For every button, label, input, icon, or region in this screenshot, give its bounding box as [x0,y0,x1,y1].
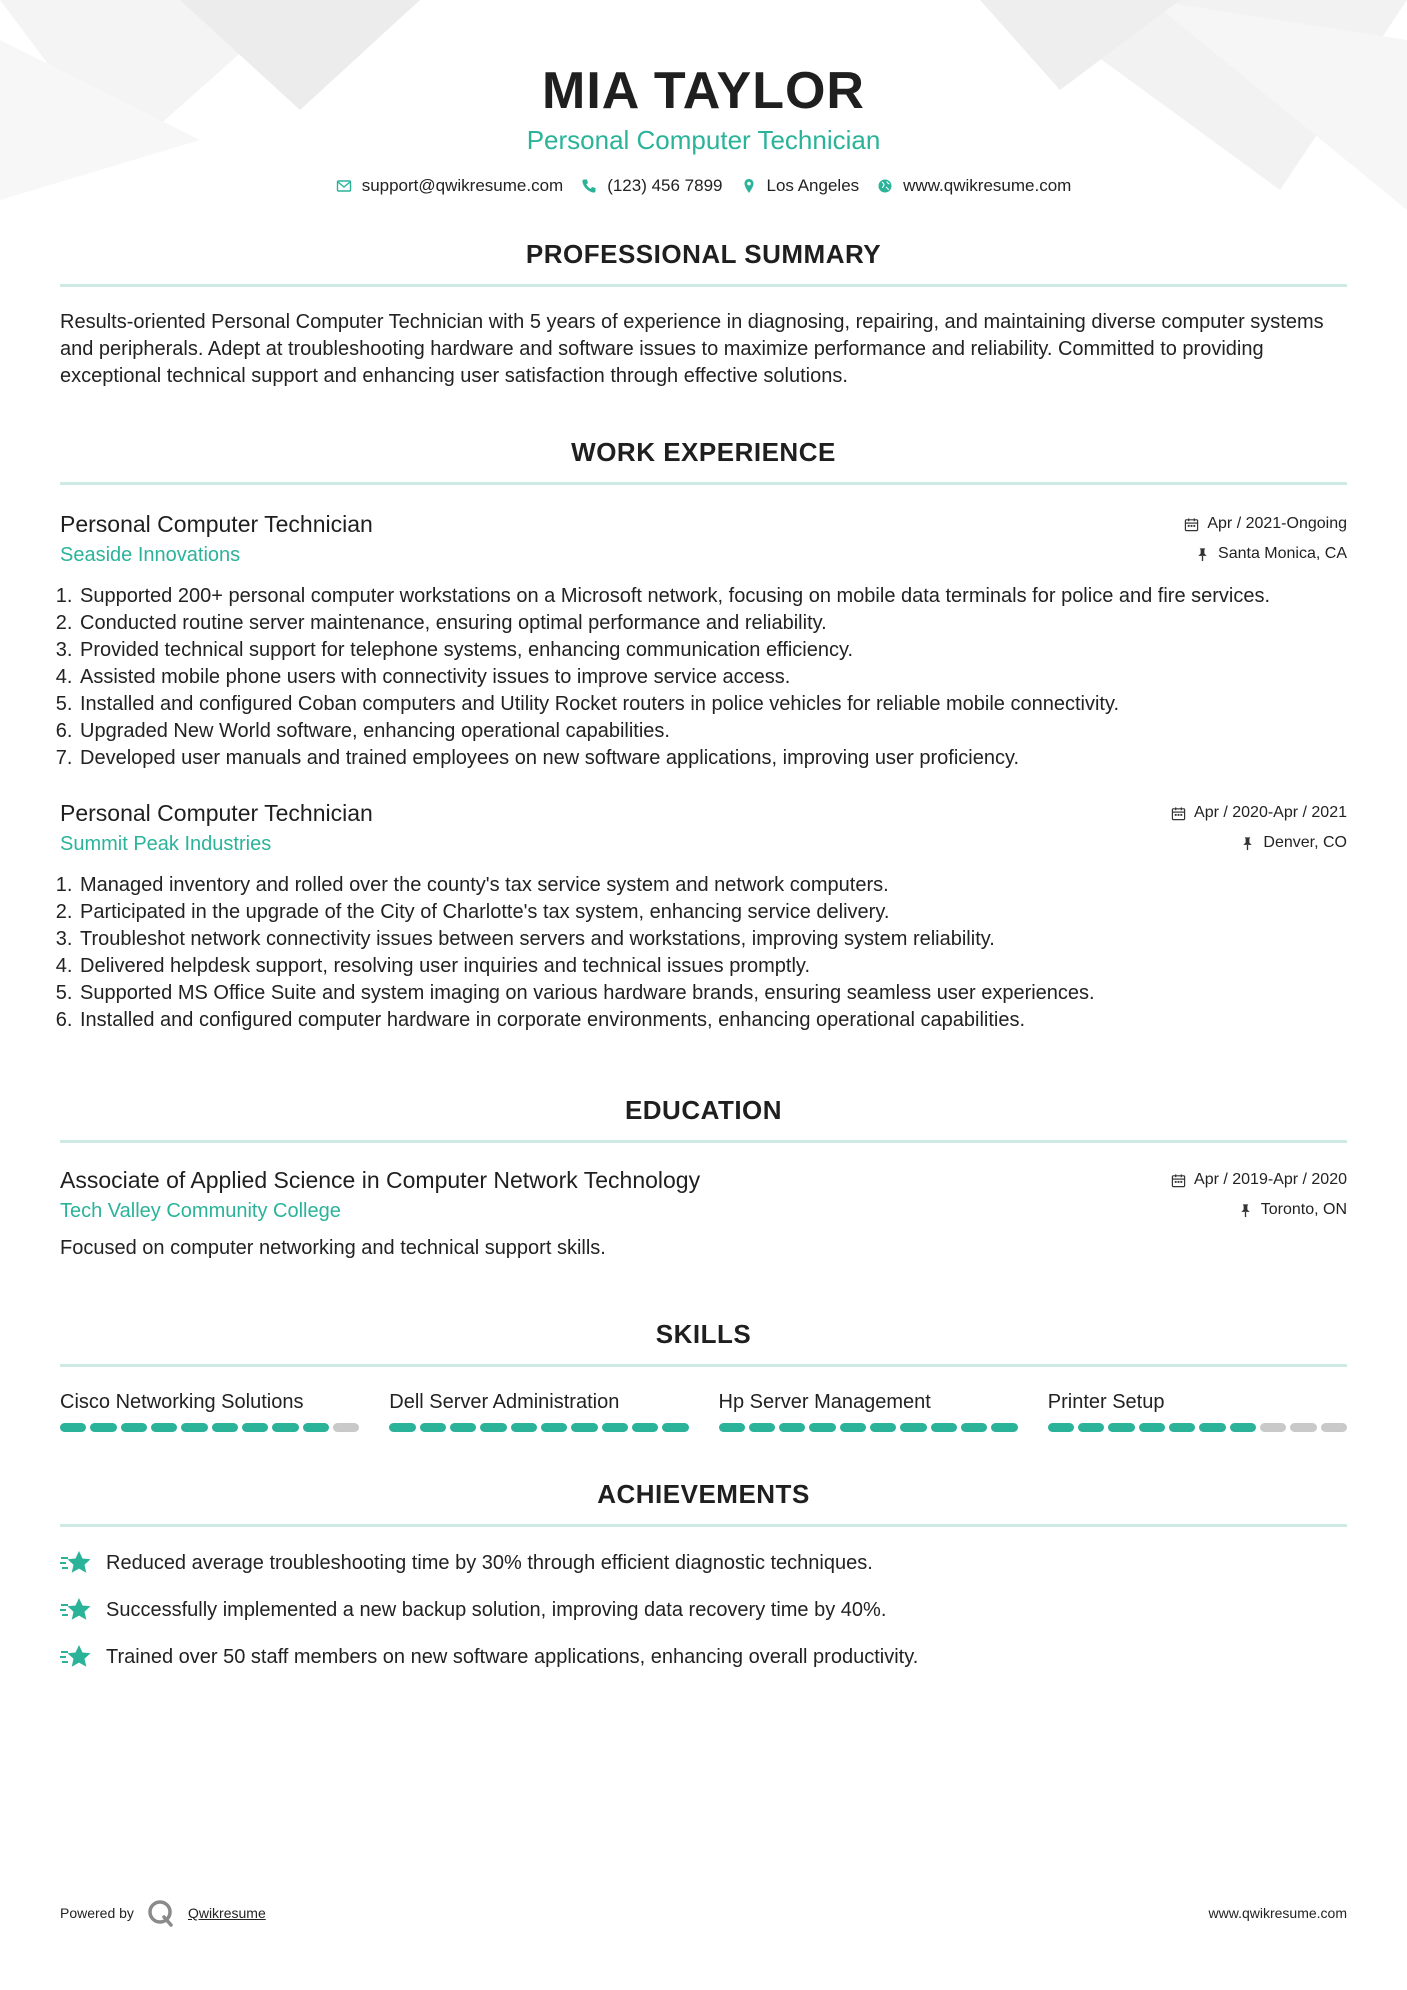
skill-segment-filled [450,1423,476,1432]
skill-segment-filled [1048,1423,1074,1432]
section-divider [60,1524,1347,1527]
achievements-list [60,1549,1347,1671]
skill-segment-filled [60,1423,86,1432]
job-entry [60,798,1347,1034]
skill-segment-empty [1321,1423,1347,1432]
skill-segment-filled [840,1423,866,1432]
skill-item [389,1389,688,1432]
skill-segment-filled [870,1423,896,1432]
job-bullets [60,872,1347,1034]
job-bullet: 4. Delivered helpdesk support, resolving user inquiries and technical issues promptly. [78,953,1347,980]
achievements-section [60,1478,1347,1671]
skill-segment-filled [242,1423,268,1432]
skill-segment-filled [541,1423,567,1432]
pushpin-icon [1238,1203,1253,1218]
job-entry [60,509,1347,772]
achievements-heading: ACHIEVEMENTS [597,1479,810,1509]
pushpin-icon [1240,836,1255,851]
skills-section [60,1318,1347,1432]
phone-text: (123) 456 7899 [607,176,723,195]
job-bullet: 3. Troubleshot network connectivity issues between servers and workstations, improving system reliability. [78,926,1347,953]
section-divider [60,1364,1347,1367]
candidate-name: MIA TAYLOR [542,62,865,120]
achievement-text: Successfully implemented a new backup solution, improving data recovery time by 40%. [106,1599,887,1621]
skill-segment-filled [420,1423,446,1432]
footer-website-link[interactable]: www.qwikresume.com [1208,1905,1347,1921]
job-bullet: 5. Installed and configured Coban computers and Utility Rocket routers in police vehicles for reliable mobile connectivity. [78,691,1347,718]
skills-list [60,1389,1347,1432]
skill-segment-filled [1108,1423,1134,1432]
email-text: support@qwikresume.com [361,176,564,195]
contact-website[interactable] [877,176,1071,196]
skill-segment-filled [991,1423,1017,1432]
section-divider [60,1140,1347,1143]
company-name: Seaside Innovations [60,544,241,566]
qwikresume-link[interactable]: Qwikresume [187,1905,266,1921]
achievement-text: Trained over 50 staff members on new software applications, enhancing overall productivity. [106,1646,919,1668]
skill-segment-filled [571,1423,597,1432]
map-pin-icon [741,178,757,194]
page-footer [60,1898,1347,1928]
skill-segment-filled [511,1423,537,1432]
skill-segment-filled [121,1423,147,1432]
powered-by-label: Powered by [60,1905,134,1921]
job-location: Santa Monica, CA [1218,545,1347,562]
skill-level-bar [719,1423,1018,1432]
job-bullet: 2. Participated in the upgrade of the City of Charlotte's tax system, enhancing service delivery. [78,899,1347,926]
skill-item [1048,1389,1347,1432]
contact-email[interactable] [336,176,564,196]
qwikresume-logo-icon [146,1898,176,1928]
skill-name: Cisco Networking Solutions [60,1391,304,1413]
powered-by [60,1898,266,1928]
skill-segment-filled [779,1423,805,1432]
skill-segment-filled [181,1423,207,1432]
skill-segment-filled [1078,1423,1104,1432]
skill-item [60,1389,359,1432]
education-description: Focused on computer networking and technical support skills. [60,1237,606,1259]
skill-segment-filled [900,1423,926,1432]
skill-segment-empty [333,1423,359,1432]
job-title: Personal Computer Technician [60,800,373,826]
education-entry [60,1165,1347,1262]
skill-segment-filled [1199,1423,1225,1432]
summary-heading: PROFESSIONAL SUMMARY [525,239,882,269]
job-location: Denver, CO [1263,834,1347,851]
skill-segment-filled [1169,1423,1195,1432]
education-section [60,1094,1347,1262]
phone-icon [581,178,597,194]
skill-segment-filled [749,1423,775,1432]
job-bullets [60,583,1347,772]
skill-name: Hp Server Management [718,1391,931,1413]
experience-section [60,436,1347,1034]
skill-segment-filled [1230,1423,1256,1432]
skill-segment-filled [931,1423,957,1432]
skill-segment-filled [602,1423,628,1432]
section-divider [60,284,1347,287]
skill-level-bar [389,1423,688,1432]
degree-title: Associate of Applied Science in Computer Network Technology [60,1167,701,1193]
skill-segment-filled [151,1423,177,1432]
section-divider [60,482,1347,485]
skill-level-bar [60,1423,359,1432]
skill-segment-filled [480,1423,506,1432]
contact-bar [60,176,1347,196]
school-name: Tech Valley Community College [60,1200,341,1222]
resume-header [60,0,1347,196]
globe-icon [877,178,893,194]
skills-heading: SKILLS [655,1319,752,1349]
summary-text: Results-oriented Personal Computer Technician with 5 years of experience in diagnosing, repairing, and maintaining diverse computer systems and peripherals. Adept at troubleshooting hardware and software issues to maximize performance and reliability. Committed to providing exceptional technical support and enhancing user satisfaction through effective solutions. [60,311,1324,387]
skill-level-bar [1048,1423,1347,1432]
job-bullet: 1. Managed inventory and rolled over the county's tax service system and network computers. [78,872,1347,899]
skill-segment-filled [662,1423,688,1432]
pushpin-icon [1195,547,1210,562]
contact-phone[interactable] [581,176,722,196]
job-bullet: 3. Provided technical support for telephone systems, enhancing communication efficiency. [78,637,1347,664]
skill-segment-empty [1290,1423,1316,1432]
company-name: Summit Peak Industries [60,833,272,855]
education-dates: Apr / 2019-Apr / 2020 [1194,1171,1347,1188]
skill-segment-filled [961,1423,987,1432]
achievement-item [60,1643,1347,1671]
job-bullet: 4. Assisted mobile phone users with connectivity issues to improve service access. [78,664,1347,691]
achievement-item [60,1549,1347,1577]
achievement-item [60,1596,1347,1624]
job-bullet: 1. Supported 200+ personal computer workstations on a Microsoft network, focusing on mobile data terminals for police and fire services. [78,583,1347,610]
skill-name: Dell Server Administration [389,1391,620,1413]
job-bullet: 5. Supported MS Office Suite and system imaging on various hardware brands, ensuring seamless user experiences. [78,980,1347,1007]
job-title: Personal Computer Technician [60,511,373,537]
education-heading: EDUCATION [624,1095,783,1125]
skill-segment-empty [1260,1423,1286,1432]
contact-location [741,176,860,196]
calendar-icon [1171,1173,1186,1188]
calendar-icon [1171,806,1186,821]
skill-segment-filled [303,1423,329,1432]
job-bullet: 2. Conducted routine server maintenance, ensuring optimal performance and reliability. [78,610,1347,637]
envelope-icon [336,178,352,194]
job-dates: Apr / 2020-Apr / 2021 [1194,804,1347,821]
experience-heading: WORK EXPERIENCE [571,437,836,467]
candidate-title: Personal Computer Technician [526,125,881,155]
skill-segment-filled [389,1423,415,1432]
location-text: Los Angeles [766,176,860,195]
job-bullet: 7. Developed user manuals and trained employees on new software applications, improving user proficiency. [78,745,1347,772]
star-award-icon [60,1549,92,1577]
skill-segment-filled [272,1423,298,1432]
star-award-icon [60,1643,92,1671]
skill-segment-filled [809,1423,835,1432]
job-bullet: 6. Installed and configured computer hardware in corporate environments, enhancing operational capabilities. [78,1007,1347,1034]
skill-name: Printer Setup [1047,1391,1165,1413]
website-text: www.qwikresume.com [903,176,1072,195]
skill-segment-filled [1139,1423,1165,1432]
star-award-icon [60,1596,92,1624]
skill-segment-filled [90,1423,116,1432]
calendar-icon [1184,517,1199,532]
achievement-text: Reduced average troubleshooting time by 30% through efficient diagnostic techniques. [106,1552,873,1574]
job-dates: Apr / 2021-Ongoing [1207,515,1347,532]
skill-segment-filled [212,1423,238,1432]
skill-item [719,1389,1018,1432]
skill-segment-filled [719,1423,745,1432]
skill-segment-filled [632,1423,658,1432]
summary-section [60,238,1347,390]
job-bullet: 6. Upgraded New World software, enhancing operational capabilities. [78,718,1347,745]
education-location: Toronto, ON [1260,1201,1347,1218]
